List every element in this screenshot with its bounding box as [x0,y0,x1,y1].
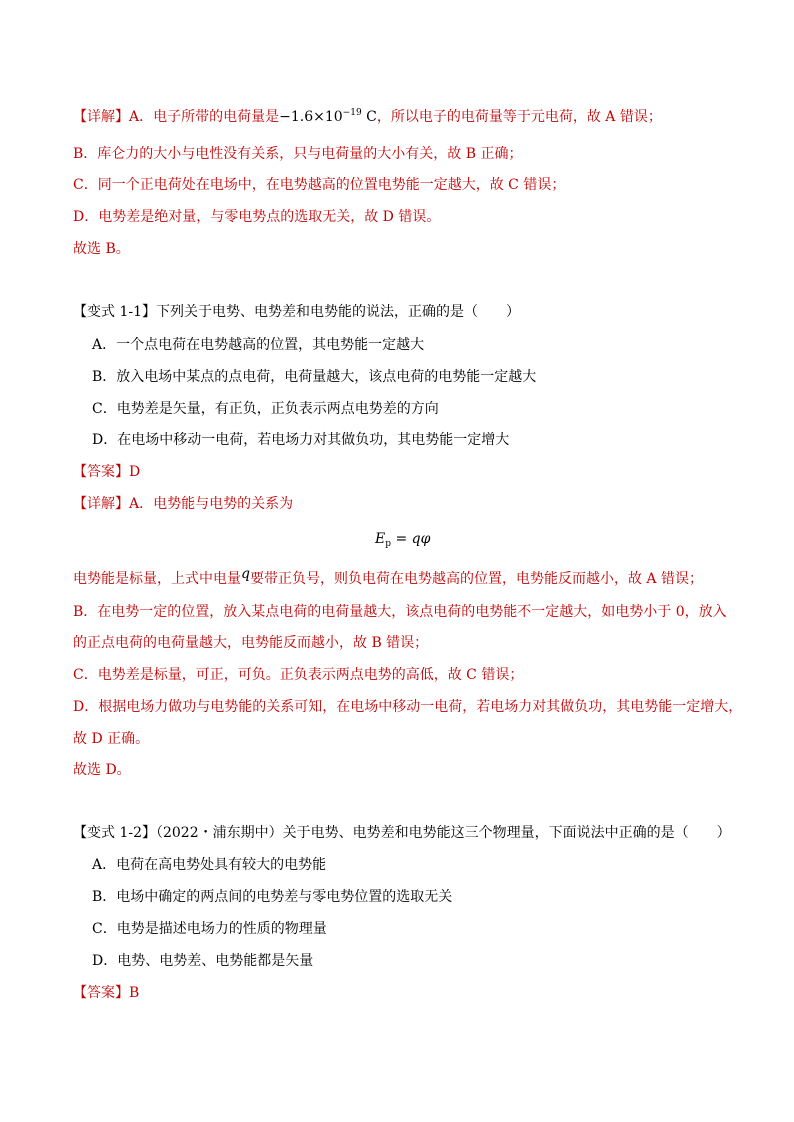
q1-option-d: D．在电场中移动一电荷，若电场力对其做负功，其电势能一定增大 [92,432,510,448]
detail-a-text: 【详解】A．电子所带的电荷量是 [73,109,280,125]
detail-a-text-end: ，所以电子的电荷量等于元电荷，故 A 错误； [376,109,662,125]
detail-line-c: C．同一个正电荷处在电场中，在电势越高的位置电势能一定越大，故 C 错误； [73,177,566,193]
conclusion-line: 故选 B。 [73,241,130,257]
detail-line-d: D．电势差是绝对量，与零电势点的选取无关，故 D 错误。 [73,209,441,225]
q1-detail-line-a: 电势能是标量，上式中电量q要带正负号，则负电荷在电势越高的位置，电势能反而越小，故 A 错误； [73,566,703,587]
question-1-2-stem: 【变式 1-2】（2022・浦东期中）关于电势、电势差和电势能这三个物理量，下面说法中正确的是（ ） [73,825,731,841]
q1-detail-line-d1: D．根据电场力做功与电势能的关系可知，在电场中移动一电荷，若电场力对其做负功，其电势能一定增大， [73,699,743,715]
q1-conclusion: 故选 D。 [73,762,131,778]
detail-line-b: B．库仑力的大小与电性没有关系，只与电荷量的大小有关，故 B 正确； [73,146,523,162]
q2-option-c: C．电势是描述电场力的性质的物理量 [92,921,327,937]
q1-detail-intro: 【详解】A．电势能与电势的关系为 [73,496,294,512]
q1-detail-line-b2: 的正点电荷的电荷量越大，电势能反而越小，故 B 错误； [73,635,429,651]
formula-energy: $E_p = q\varphi$ [375,531,431,549]
q1-answer: 【答案】D [73,464,141,480]
electron-charge-value: $-1.6\times 10^{-19}$ C [279,108,377,125]
q2-option-a: A．电荷在高电势处具有较大的电势能 [92,857,327,873]
q1-detail-line-b1: B．在电势一定的位置，放入某点电荷的电荷量越大，该点电荷的电势能不一定越大，如电势小于 0，放入 [73,604,727,620]
question-1-1-stem: 【变式 1-1】下列关于电势、电势差和电势能的说法，正确的是（ ） [73,304,520,320]
detail-line-a [73,108,662,126]
q1-detail-line-c: C．电势差是标量，可正，可负。正负表示两点电势的高低，故 C 错误； [73,667,524,683]
q1-detail-line-d2: 故 D 正确。 [73,731,150,747]
q2-option-d: D．电势、电势差、电势能都是矢量 [92,953,314,969]
charge-symbol: q [241,566,250,582]
q2-option-b: B．电场中确定的两点间的电势差与零电势位置的选取无关 [92,889,453,905]
q1-option-a: A．一个点电荷在电势越高的位置，其电势能一定越大 [92,337,425,353]
q2-answer: 【答案】B [73,985,140,1001]
q1-option-b: B．放入电场中某点的点电荷，电荷量越大，该点电荷的电势能一定越大 [92,369,537,385]
q1-option-c: C．电势差是矢量，有正负，正负表示两点电势差的方向 [92,401,439,417]
